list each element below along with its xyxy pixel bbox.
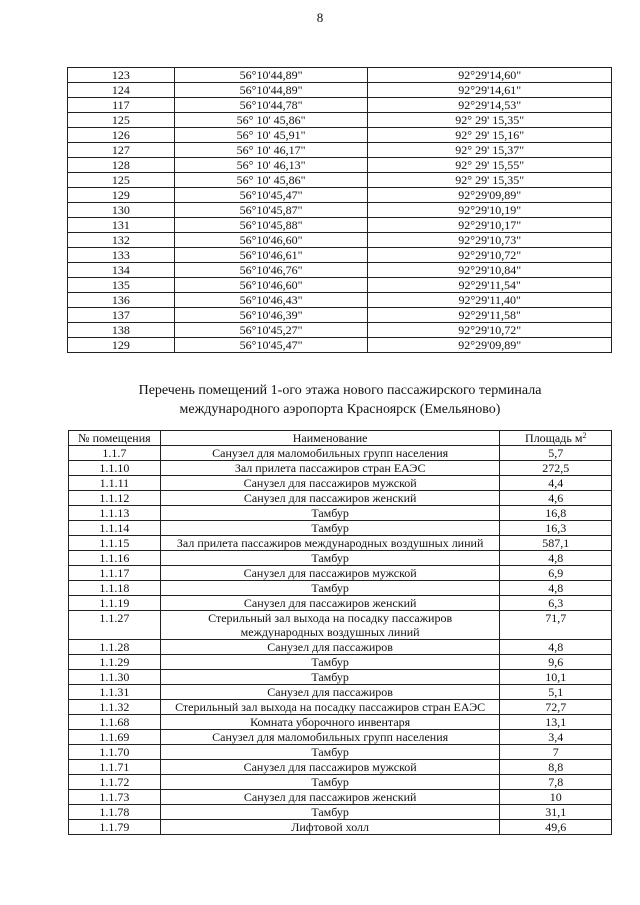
point-number-cell: 124 xyxy=(68,83,175,98)
room-row xyxy=(69,536,612,551)
rooms-list-title xyxy=(0,381,640,419)
room-area-cell: 3,4 xyxy=(500,730,612,745)
coordinate-row xyxy=(68,338,612,353)
room-number-cell: 1.1.29 xyxy=(69,655,161,670)
room-name-cell: Тамбур xyxy=(160,551,500,566)
room-number-cell: 1.1.7 xyxy=(69,446,161,461)
longitude-cell: 92°29'10,72" xyxy=(368,248,612,263)
point-number-cell: 134 xyxy=(68,263,175,278)
room-area-cell: 16,8 xyxy=(500,506,612,521)
room-row xyxy=(69,551,612,566)
room-row xyxy=(69,670,612,685)
longitude-cell: 92°29'10,19" xyxy=(368,203,612,218)
room-area-cell: 4,8 xyxy=(500,640,612,655)
room-name-cell: Санузел для пассажиров женский xyxy=(160,596,500,611)
room-number-cell: 1.1.13 xyxy=(69,506,161,521)
room-number-cell: 1.1.30 xyxy=(69,670,161,685)
room-area-cell: 72,7 xyxy=(500,700,612,715)
coordinate-row xyxy=(68,188,612,203)
coordinate-row xyxy=(68,218,612,233)
longitude-cell: 92°29'11,54" xyxy=(368,278,612,293)
room-number-cell: 1.1.32 xyxy=(69,700,161,715)
latitude-cell: 56°10'45,88" xyxy=(174,218,368,233)
latitude-cell: 56°10'46,39" xyxy=(174,308,368,323)
room-area-cell: 31,1 xyxy=(500,805,612,820)
room-name-cell: Зал прилета пассажиров международных воздушных линий xyxy=(160,536,500,551)
room-name-cell: Санузел для пассажиров xyxy=(160,640,500,655)
room-row xyxy=(69,506,612,521)
point-number-cell: 125 xyxy=(68,173,175,188)
room-area-cell: 71,7 xyxy=(500,611,612,640)
room-row xyxy=(69,640,612,655)
room-number-cell: 1.1.71 xyxy=(69,760,161,775)
room-area-cell: 4,6 xyxy=(500,491,612,506)
longitude-cell: 92° 29' 15,55" xyxy=(368,158,612,173)
latitude-cell: 56°10'45,47" xyxy=(174,188,368,203)
longitude-cell: 92°29'10,17" xyxy=(368,218,612,233)
room-number-cell: 1.1.18 xyxy=(69,581,161,596)
room-row xyxy=(69,596,612,611)
point-number-cell: 135 xyxy=(68,278,175,293)
longitude-cell: 92°29'10,73" xyxy=(368,233,612,248)
room-area-cell: 9,6 xyxy=(500,655,612,670)
header-room-area-label: Площадь м xyxy=(525,431,583,445)
header-room-number: № помещения xyxy=(69,431,161,446)
rooms-header-row xyxy=(69,431,612,446)
point-number-cell: 129 xyxy=(68,188,175,203)
point-number-cell: 128 xyxy=(68,158,175,173)
room-row xyxy=(69,760,612,775)
room-number-cell: 1.1.31 xyxy=(69,685,161,700)
latitude-cell: 56°10'45,27" xyxy=(174,323,368,338)
point-number-cell: 117 xyxy=(68,98,175,113)
page-number: 8 xyxy=(316,10,324,25)
room-number-cell: 1.1.28 xyxy=(69,640,161,655)
room-name-cell: Стерильный зал выхода на посадку пассажиров стран ЕАЭС xyxy=(160,700,500,715)
room-area-cell: 4,8 xyxy=(500,551,612,566)
room-number-cell: 1.1.14 xyxy=(69,521,161,536)
latitude-cell: 56° 10' 46,13" xyxy=(174,158,368,173)
latitude-cell: 56° 10' 45,86" xyxy=(174,173,368,188)
point-number-cell: 132 xyxy=(68,233,175,248)
room-number-cell: 1.1.17 xyxy=(69,566,161,581)
room-number-cell: 1.1.69 xyxy=(69,730,161,745)
room-area-cell: 7 xyxy=(500,745,612,760)
point-number-cell: 137 xyxy=(68,308,175,323)
room-row xyxy=(69,715,612,730)
room-row xyxy=(69,461,612,476)
room-row xyxy=(69,775,612,790)
point-number-cell: 131 xyxy=(68,218,175,233)
room-name-cell: Тамбур xyxy=(160,506,500,521)
longitude-cell: 92°29'10,72" xyxy=(368,323,612,338)
coordinates-table xyxy=(67,67,612,353)
header-room-area xyxy=(500,431,612,446)
point-number-cell: 129 xyxy=(68,338,175,353)
room-row xyxy=(69,476,612,491)
room-name-cell: Санузел для пассажиров мужской xyxy=(160,476,500,491)
room-name-cell: Тамбур xyxy=(160,775,500,790)
point-number-cell: 126 xyxy=(68,128,175,143)
room-number-cell: 1.1.10 xyxy=(69,461,161,476)
coordinate-row xyxy=(68,203,612,218)
room-area-cell: 7,8 xyxy=(500,775,612,790)
room-number-cell: 1.1.15 xyxy=(69,536,161,551)
room-area-cell: 13,1 xyxy=(500,715,612,730)
coordinate-row xyxy=(68,293,612,308)
room-area-cell: 5,7 xyxy=(500,446,612,461)
latitude-cell: 56°10'46,61" xyxy=(174,248,368,263)
room-area-cell: 16,3 xyxy=(500,521,612,536)
room-row xyxy=(69,805,612,820)
latitude-cell: 56° 10' 45,86" xyxy=(174,113,368,128)
room-number-cell: 1.1.79 xyxy=(69,820,161,835)
room-row xyxy=(69,700,612,715)
room-row xyxy=(69,566,612,581)
room-name-cell: Тамбур xyxy=(160,805,500,820)
room-name-cell: Тамбур xyxy=(160,521,500,536)
longitude-cell: 92°29'11,40" xyxy=(368,293,612,308)
coordinate-row xyxy=(68,248,612,263)
latitude-cell: 56°10'44,78" xyxy=(174,98,368,113)
title-line-2: международного аэропорта Красноярск (Емельяново) xyxy=(179,402,501,417)
room-area-cell: 587,1 xyxy=(500,536,612,551)
latitude-cell: 56°10'46,60" xyxy=(174,233,368,248)
room-number-cell: 1.1.19 xyxy=(69,596,161,611)
room-name-cell: Санузел для маломобильных групп населения xyxy=(160,730,500,745)
longitude-cell: 92° 29' 15,16" xyxy=(368,128,612,143)
room-area-cell: 4,8 xyxy=(500,581,612,596)
room-row xyxy=(69,655,612,670)
point-number-cell: 136 xyxy=(68,293,175,308)
room-name-cell: Санузел для пассажиров мужской xyxy=(160,760,500,775)
room-number-cell: 1.1.27 xyxy=(69,611,161,640)
coordinate-row xyxy=(68,233,612,248)
room-area-cell: 272,5 xyxy=(500,461,612,476)
latitude-cell: 56°10'44,89" xyxy=(174,83,368,98)
longitude-cell: 92° 29' 15,35" xyxy=(368,113,612,128)
latitude-cell: 56°10'46,76" xyxy=(174,263,368,278)
longitude-cell: 92° 29' 15,37" xyxy=(368,143,612,158)
room-row xyxy=(69,491,612,506)
point-number-cell: 138 xyxy=(68,323,175,338)
room-number-cell: 1.1.11 xyxy=(69,476,161,491)
room-area-cell: 6,3 xyxy=(500,596,612,611)
longitude-cell: 92° 29' 15,35" xyxy=(368,173,612,188)
longitude-cell: 92°29'14,61" xyxy=(368,83,612,98)
coordinate-row xyxy=(68,323,612,338)
longitude-cell: 92°29'14,53" xyxy=(368,98,612,113)
room-number-cell: 1.1.68 xyxy=(69,715,161,730)
room-row xyxy=(69,611,612,640)
coordinate-row xyxy=(68,263,612,278)
title-line-1: Перечень помещений 1-ого этажа нового пассажирского терминала xyxy=(138,383,542,398)
room-number-cell: 1.1.16 xyxy=(69,551,161,566)
point-number-cell: 125 xyxy=(68,113,175,128)
room-name-cell: Тамбур xyxy=(160,581,500,596)
room-name-cell: Санузел для пассажиров xyxy=(160,685,500,700)
room-area-cell: 8,8 xyxy=(500,760,612,775)
latitude-cell: 56°10'46,60" xyxy=(174,278,368,293)
coordinate-row xyxy=(68,68,612,83)
room-name-cell: Тамбур xyxy=(160,655,500,670)
room-name-cell: Тамбур xyxy=(160,745,500,760)
room-name-cell: Санузел для пассажиров женский xyxy=(160,491,500,506)
room-area-cell: 49,6 xyxy=(500,820,612,835)
longitude-cell: 92°29'09,89" xyxy=(368,338,612,353)
room-area-cell: 5,1 xyxy=(500,685,612,700)
room-name-cell: Стерильный зал выхода на посадку пассажиров международных воздушных линий xyxy=(160,611,500,640)
coordinate-row xyxy=(68,143,612,158)
header-room-name: Наименование xyxy=(160,431,500,446)
point-number-cell: 133 xyxy=(68,248,175,263)
latitude-cell: 56° 10' 46,17" xyxy=(174,143,368,158)
latitude-cell: 56°10'44,89" xyxy=(174,68,368,83)
point-number-cell: 127 xyxy=(68,143,175,158)
room-name-cell: Санузел для пассажиров мужской xyxy=(160,566,500,581)
header-area-unit-sup: 2 xyxy=(582,431,587,440)
coordinate-row xyxy=(68,113,612,128)
room-row xyxy=(69,745,612,760)
longitude-cell: 92°29'09,89" xyxy=(368,188,612,203)
room-row xyxy=(69,521,612,536)
room-name-cell: Тамбур xyxy=(160,670,500,685)
rooms-table xyxy=(68,430,612,835)
coordinate-row xyxy=(68,308,612,323)
room-area-cell: 6,9 xyxy=(500,566,612,581)
coordinate-row xyxy=(68,83,612,98)
room-area-cell: 10 xyxy=(500,790,612,805)
room-number-cell: 1.1.78 xyxy=(69,805,161,820)
coordinate-row xyxy=(68,278,612,293)
room-row xyxy=(69,730,612,745)
room-name-cell: Санузел для маломобильных групп населения xyxy=(160,446,500,461)
room-row xyxy=(69,685,612,700)
room-number-cell: 1.1.70 xyxy=(69,745,161,760)
room-number-cell: 1.1.12 xyxy=(69,491,161,506)
longitude-cell: 92°29'11,58" xyxy=(368,308,612,323)
room-area-cell: 10,1 xyxy=(500,670,612,685)
room-row xyxy=(69,820,612,835)
room-name-cell: Лифтовой холл xyxy=(160,820,500,835)
point-number-cell: 130 xyxy=(68,203,175,218)
latitude-cell: 56° 10' 45,91" xyxy=(174,128,368,143)
room-row xyxy=(69,446,612,461)
room-number-cell: 1.1.73 xyxy=(69,790,161,805)
coordinate-row xyxy=(68,158,612,173)
longitude-cell: 92°29'10,84" xyxy=(368,263,612,278)
room-number-cell: 1.1.72 xyxy=(69,775,161,790)
coordinate-row xyxy=(68,128,612,143)
point-number-cell: 123 xyxy=(68,68,175,83)
room-row xyxy=(69,581,612,596)
longitude-cell: 92°29'14,60" xyxy=(368,68,612,83)
coordinate-row xyxy=(68,173,612,188)
room-area-cell: 4,4 xyxy=(500,476,612,491)
latitude-cell: 56°10'45,87" xyxy=(174,203,368,218)
latitude-cell: 56°10'46,43" xyxy=(174,293,368,308)
latitude-cell: 56°10'45,47" xyxy=(174,338,368,353)
room-name-cell: Санузел для пассажиров женский xyxy=(160,790,500,805)
room-row xyxy=(69,790,612,805)
coordinate-row xyxy=(68,98,612,113)
room-name-cell: Комната уборочного инвентаря xyxy=(160,715,500,730)
room-name-cell: Зал прилета пассажиров стран ЕАЭС xyxy=(160,461,500,476)
